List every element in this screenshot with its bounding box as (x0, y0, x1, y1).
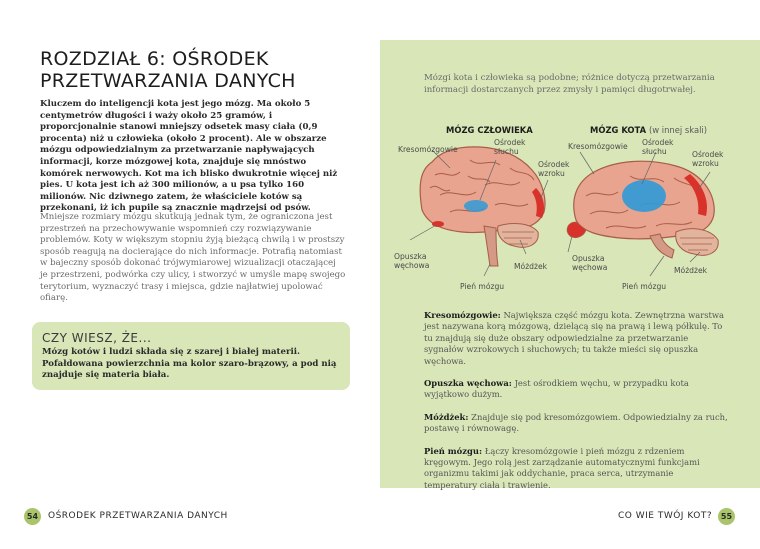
diagram-intro: Mózgi kota i człowieka są podobne; różnice dotyczą przetwarzania informacji dostarczanych przez zmysły i pamięci długotrwałej. (424, 73, 715, 95)
right-page (380, 0, 760, 549)
chapter-title-line1: ROZDZIAŁ 6: OŚRODEK (40, 48, 269, 70)
definition-term: Opuszka węchowa: (424, 378, 512, 389)
human-label-hearing: Ośrodek słuchu (494, 138, 526, 156)
human-label-sight: Ośrodek wzroku (538, 160, 570, 178)
intro-paragraph: Kluczem do inteligencji kota jest jego mózg. Ma około 5 centymetrów długości i waży około 25 gramów, i proporcjonalnie stanowi mniejszy odsetek masy ciała (0,9 procenta) niż u człowieka (około 2 procent). Ale w obszarze mózgu odpowiedzialnym za przetwarzanie napływających informacji, korze mózgowej kota, znajduje się mnóstwo komórek nerwowych. Kot ma ich blisko dwukrotnie więcej niż pies. U kota jest ich aż 300 milionów, a u psa tylko 160 milionów. Nic dziwnego zatem, że właściciele kotów są przekonani, iż ich pupile są znacznie mądrzejsi od psów. (40, 99, 338, 214)
cat-brain-title: MÓZG KOTA (590, 125, 647, 135)
human-label-cerebellum: Móżdżek (514, 262, 548, 271)
definition-text: Łączy kresomózgowie i pień mózgu z rdzeniem kręgowym. Jego rolą jest zarządzanie automatycznymi funkcjami organizmu takimi jak oddychanie, praca serca, utrzymanie temperatury ciała i trawienie. (424, 445, 700, 490)
definition-cerebellum (424, 412, 728, 435)
definition-term: Pień mózgu: (424, 445, 483, 456)
human-brain-heading: MÓZG CZŁOWIEKA (446, 125, 533, 135)
page-number-right: 55 (718, 508, 735, 525)
human-label-olfactory: Opuszka węchowa (394, 252, 430, 270)
cat-label-cortex: Kresomózgowie (568, 142, 628, 151)
did-you-know-box (32, 322, 350, 390)
running-head-left: OŚRODEK PRZETWARZANIA DANYCH (48, 511, 228, 521)
cat-label-hearing: Ośrodek słuchu (642, 138, 674, 156)
chapter-title (40, 48, 360, 92)
definition-text: Jest ośrodkiem węchu, w przypadku kota wyjątkowo dużym. (424, 378, 689, 400)
definition-text: Największa część mózgu kota. Zewnętrzna warstwa jest nazywana korą mózgową, dzielącą się na prawą i lewą półkulę. To tu znajdują się duże obszary odpowiedzialne za przetwarzanie sygnałów wzrokowych i słuchowych; tu także mieści się opuszka węchowa. (424, 310, 725, 366)
page-number-left: 54 (24, 508, 41, 525)
definition-cortex (424, 310, 728, 367)
human-label-brainstem: Pień mózgu (460, 282, 505, 291)
definition-term: Kresomózgowie: (424, 310, 501, 320)
chapter-title-line2: PRZETWARZANIA DANYCH (40, 70, 296, 92)
human-label-cortex: Kresomózgowie (398, 145, 458, 154)
definition-olfactory (424, 378, 728, 401)
definition-text: Znajduje się pod kresomózgowiem. Odpowiedzialny za ruch, postawę i równowagę. (424, 411, 728, 434)
did-you-know-title: CZY WIESZ, ŻE... (42, 331, 152, 345)
definition-term: Móżdżek: (424, 411, 469, 422)
body-paragraph: Mniejsze rozmiary mózgu skutkują jednak tym, że ograniczona jest przestrzeń na przechowywanie wspomnień czy rozwiązywanie problemów. Koty w większym stopniu żyją bieżącą chwilą i w prostszy sposób reagują na docierające do nich informacje. Potrafią natomiast w bajeczny sposób dokonać trójwymiarowej wizualizacji otaczającej je przestrzeni, podwórka czy ulicy, i stworzyć w umyśle mapę swojego terytorium, wyznaczyć trasy i miejsca, gdzie najłatwiej upolować ofiarę. (40, 212, 346, 304)
definition-brainstem (424, 446, 728, 492)
did-you-know-text: Mózg kotów i ludzi składa się z szarej i białej materii. Pofałdowana powierzchnia ma kolor szaro-brązowy, a pod nią znajduje się materia biała. (42, 347, 337, 381)
cat-label-olfactory: Opuszka węchowa (572, 254, 608, 272)
running-head-right: CO WIE TWÓJ KOT? (618, 511, 713, 521)
definitions-list (424, 310, 728, 502)
cat-brain-scale-note: (w innej skali) (649, 125, 707, 135)
cat-label-cerebellum: Móżdżek (674, 266, 708, 275)
cat-label-brainstem: Pień mózgu (622, 282, 667, 291)
cat-label-sight: Ośrodek wzroku (692, 150, 724, 168)
